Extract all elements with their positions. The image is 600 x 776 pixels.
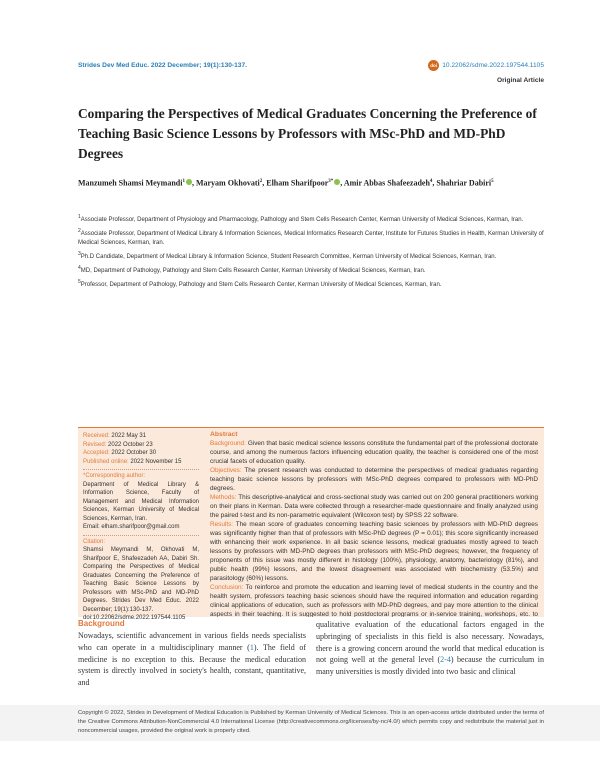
affiliation-item xyxy=(78,264,544,276)
published-date xyxy=(83,458,199,467)
section-text: To reinforce and promote the education and learning level of medical students in the country and the health system, professors teaching basic sciences should have the required information and education regarding clinical applications of education, such as professors with MD-PhD degrees, and pay more attention to the clinical aspects in their teaching. It is suggested to hold postdoctoral programs or in-service training, workshops, etc. to xyxy=(210,584,539,617)
author-name: Manzumeh Shamsi Meymandi xyxy=(78,178,183,188)
author-name: Maryam Okhovati xyxy=(195,178,260,188)
article-type: Original Article xyxy=(496,77,544,84)
abstract-results xyxy=(210,520,538,583)
affiliation-item xyxy=(78,250,544,262)
section-text: Given that basic medical science lessons constitute the fundamental part of the professional doctorate course, and among the numerous factors influencing education quality, the teacher is considered one of the most crucial facets of education quality. xyxy=(210,440,539,465)
citation-text: Shamsi Meymandi M, Okhovati M, Sharifpoor E, Shafeezadeh AA, Dabiri Sh. Comparing the Perspectives of Medical Graduates Concerning the Preference of Teaching Basic Science Lessons by Professors with MSc-PhD and MD-PhD Degrees. Strides Dev Med Educ. 2022 December; 19(1):130-137. xyxy=(83,547,199,613)
body-text: Nowadays, scientific advancement in various fields needs specialists who can operate in a multidisciplinary manner ( xyxy=(78,631,306,652)
divider xyxy=(83,469,199,470)
affiliation-list xyxy=(78,213,544,292)
doi-icon: doi xyxy=(428,60,439,71)
corresponding-email[interactable]: Email: elham.sharifpoor@gmail.com xyxy=(83,524,180,530)
author-name: Elham Sharifpoor xyxy=(266,178,329,188)
citation-doi[interactable]: doi:10.22062/sdme.2022.197544.1105 xyxy=(83,615,186,621)
author-separator: , xyxy=(191,178,196,188)
accepted-date xyxy=(83,449,199,458)
received-date xyxy=(83,432,199,441)
affiliation-text: Ph.D Candidate, Department of Medical Library & Information Science, Student Research Committee, Kerman University of Medical Sciences, Kerman, Iran. xyxy=(80,254,497,260)
author-sup: 2 xyxy=(259,179,263,184)
doi-block xyxy=(428,60,544,71)
abstract-methods xyxy=(210,493,538,520)
article-dates xyxy=(83,432,199,466)
affiliation-text: Professor, Department of Pathology, Pathology and Stem Cells Research Center, Kerman University of Medical Sciences, Kerman, Iran. xyxy=(80,282,442,288)
author-name: Shahriar Dabiri xyxy=(436,178,492,188)
author-separator: , xyxy=(340,178,344,188)
author-list xyxy=(78,175,544,191)
affiliation-text: Associate Professor, Department of Medical Library & Information Sciences, Medical Informatics Research Center, Institute for Futures Studies in Health, Kerman University of Medical Sciences, Kerman, Iran. xyxy=(78,231,544,246)
author-sup: 5 xyxy=(491,179,494,184)
body-text: ) because the curriculum in many universities is mostly divided into two basic and clinical xyxy=(316,655,545,677)
section-label: Background: xyxy=(210,440,246,447)
citation-link[interactable]: 2-4 xyxy=(440,655,451,665)
affiliation-number: 1 xyxy=(78,214,81,220)
abstract-objectives xyxy=(210,466,538,493)
section-label: Objectives: xyxy=(210,467,242,474)
copyright-footer xyxy=(0,705,600,741)
affiliation-number: 2 xyxy=(78,228,81,234)
section-label: Methods: xyxy=(210,494,237,501)
affiliation-item xyxy=(78,278,544,290)
published-value: 2022 November 15 xyxy=(130,458,182,465)
section-text: The mean score of graduates concerning teaching basic sciences by professors with MD-PhD degrees was significantly higher than that of professors with MSc-PhD degrees (P = 0.01); this score significantly increased with enhancing their work experience. In all basic science lessons, medical graduates mostly agreed to teach lessons by professors with MD-PhD degrees than professors with MSc-PhD degrees; however, the frequency of proponents of this issue was mostly different in histology (100%), physiology, anatomy, bacteriology (81%), and public health (99%) lessons, and the lowest disagreement was associated with biochemistry (53.5%) and parasitology (60%) lessons. xyxy=(210,521,538,582)
abstract-box xyxy=(204,427,544,617)
affiliation-item xyxy=(78,227,544,248)
abstract-background xyxy=(210,439,538,466)
accepted-value: 2022 October 30 xyxy=(111,450,157,456)
affiliation-item xyxy=(78,213,544,225)
corresponding-label: *Corresponding author: xyxy=(83,473,146,479)
author-name: Amir Abbas Shafeezadeh xyxy=(343,178,430,188)
section-label: Results: xyxy=(210,521,234,528)
revised-label: Revised: xyxy=(83,441,107,448)
abstract-heading: Abstract xyxy=(210,431,238,438)
received-label: Received: xyxy=(83,433,110,439)
doi-link[interactable]: 10.22062/sdme.2022.197544.1105 xyxy=(442,62,544,69)
body-column-right xyxy=(316,619,544,678)
body-column-left xyxy=(78,630,306,689)
affiliation-text: Associate Professor, Department of Physiology and Pharmacology, Pathology and Stem Cells Research Center, Kerman University of Medical Sciences, Kerman, Iran. xyxy=(80,217,524,223)
section-text: The present research was conducted to determine the perspectives of medical graduates regarding teaching basic science lessons by professors with MSc-PhD degrees compared to professors with MD-PhD degrees. xyxy=(210,467,538,492)
journal-reference: Strides Dev Med Educ. 2022 December; 19(1):130-137. xyxy=(78,62,247,69)
published-label: Published online: xyxy=(83,458,129,465)
article-title: Comparing the Perspectives of Medical Graduates Concerning the Preference of Teaching Basic Science Lessons by Professors with MSc-PhD and MD-PhD Degrees xyxy=(78,106,537,161)
divider xyxy=(83,535,199,536)
citation-label: Citation: xyxy=(83,538,106,545)
section-text: This descriptive-analytical and cross-sectional study was carried out on 200 general practitioners working on their plans in Kerman. Data were collected through a researcher-made questionnaire and finally analyzed using the paired t-test and its non-parametric equivalent (Wilcoxon test) by SPSS 22 software. xyxy=(210,494,538,519)
background-heading: Background xyxy=(78,619,125,628)
author-separator: , xyxy=(432,178,437,188)
affiliation-number: 4 xyxy=(78,265,81,271)
copyright-text: Copyright © 2022, Strides in Development of Medical Education is Published by Kerman University of Medical Sciences. This is an open-access article distributed under the terms of the Creative Commons Attribution-NonCommercial 4.0 International License (http://creativecommons.org/licenses/by-nc/4.0/) which permits copy and redistribute the material just in noncommercial usages, provided the original work is properly cited. xyxy=(78,710,544,734)
body-text: ). The field of medicine is no exception to this. Because the medical education system is directly involved in society's health, constant, quantitative, and xyxy=(78,642,307,688)
received-value: 2022 May 31 xyxy=(111,433,147,439)
affiliation-number: 3 xyxy=(78,251,81,257)
corresponding-text: Department of Medical Library & Information Science, Faculty of Management and Medical Information Sciences, Kerman University of Medical Sciences, Kerman, Iran. xyxy=(83,481,199,522)
abstract-conclusion xyxy=(210,583,538,617)
affiliation-text: MD, Department of Pathology, Pathology and Stem Cells Research Center, Kerman University of Medical Sciences, Kerman, Iran. xyxy=(80,268,426,274)
citation-link[interactable]: 1 xyxy=(249,642,254,652)
author-sup: 3* xyxy=(328,179,334,184)
author-sup: 1 xyxy=(182,179,185,184)
revised-date xyxy=(83,441,199,450)
page-header xyxy=(78,62,544,86)
affiliation-number: 5 xyxy=(78,279,81,285)
author-separator: , xyxy=(262,178,267,188)
body-text: qualitative evaluation of the educational factors engaged in the upbringing of specialists in this field is also necessary. Nowadays, there is a growing concern around the world that medical education is not going well at the general level ( xyxy=(316,620,544,665)
article-info-sidebar xyxy=(78,427,204,621)
author-sup: 4 xyxy=(429,179,433,184)
revised-value: 2022 October 23 xyxy=(108,441,153,448)
section-label: Conclusion: xyxy=(210,584,244,591)
accepted-label: Accepted: xyxy=(83,450,110,456)
